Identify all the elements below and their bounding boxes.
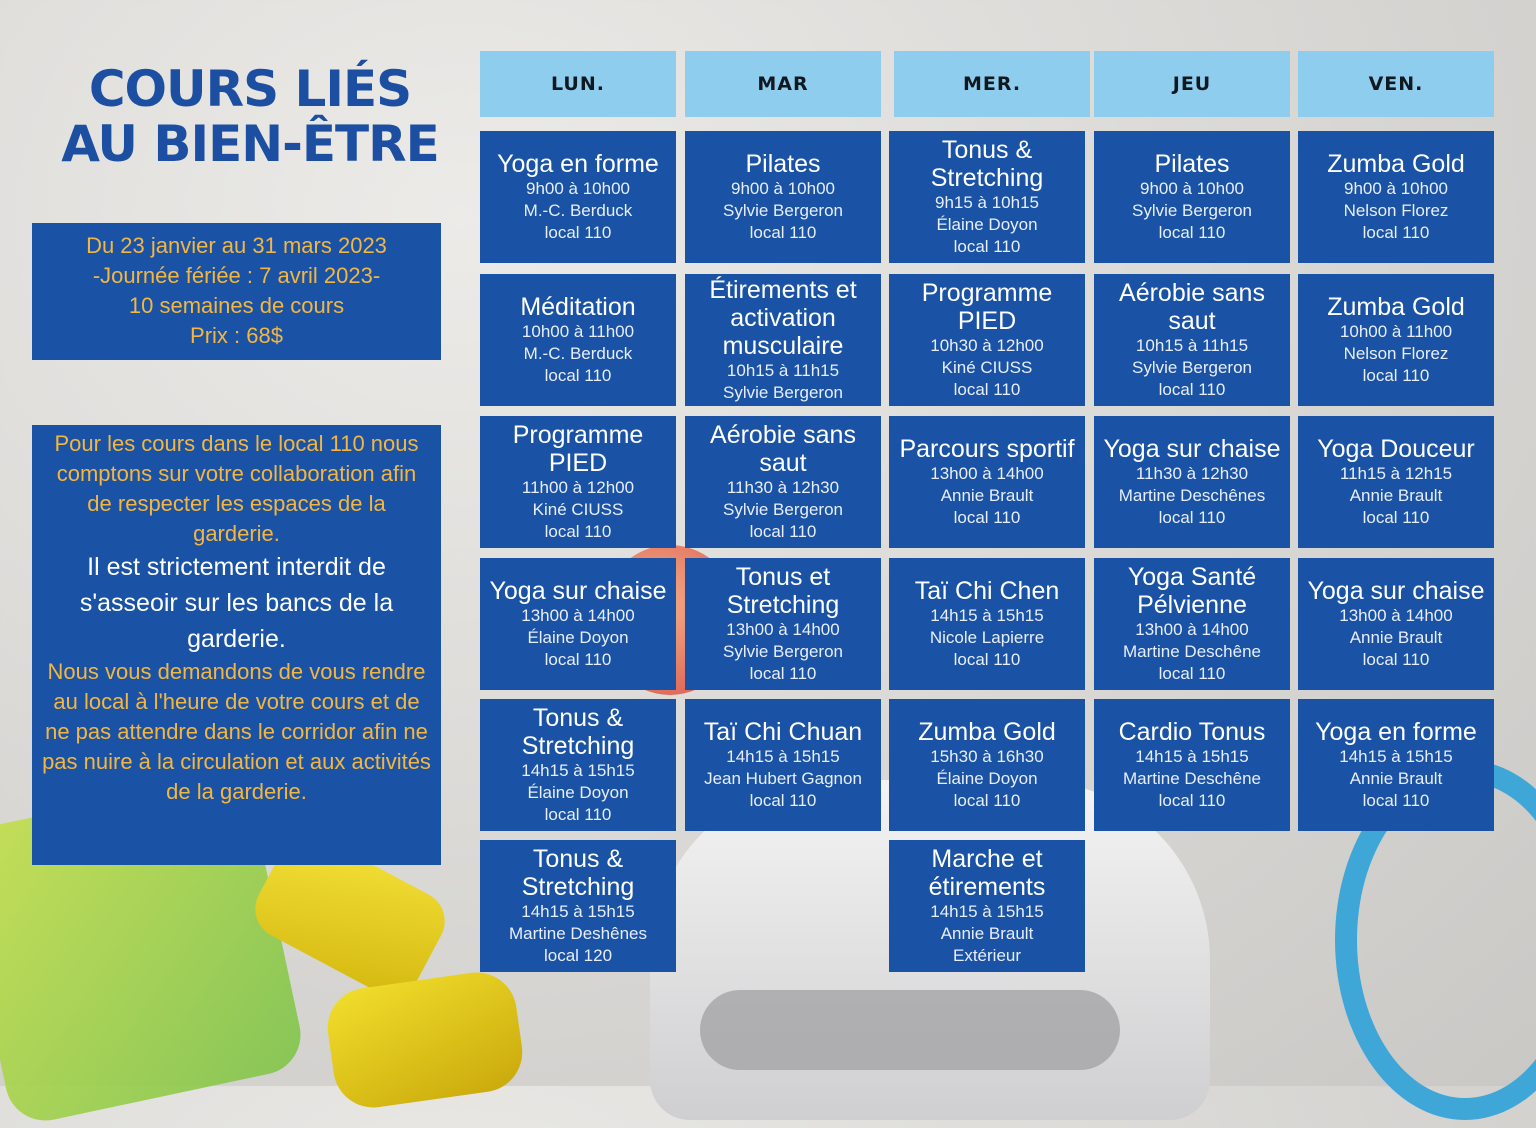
class-time: 9h00 à 10h00 xyxy=(1140,179,1244,198)
class-name: Méditation xyxy=(520,293,636,321)
class-cell xyxy=(889,274,1085,406)
title-line-2: AU BIEN-ÊTRE xyxy=(61,115,439,173)
price: Prix : 68$ xyxy=(190,323,283,348)
class-room: local 120 xyxy=(543,946,613,965)
class-cell xyxy=(1298,131,1494,263)
class-teacher: Élaine Doyon xyxy=(936,215,1038,234)
class-teacher: Sylvie Bergeron xyxy=(722,500,843,519)
class-name: Aérobie sans saut xyxy=(710,421,856,477)
class-time: 13h00 à 14h00 xyxy=(521,606,635,625)
class-time: 10h00 à 11h00 xyxy=(521,322,635,341)
class-cell xyxy=(889,416,1085,548)
class-cell xyxy=(1094,131,1290,263)
class-time: 10h15 à 11h15 xyxy=(726,361,840,380)
class-room: local 110 xyxy=(1158,791,1226,810)
class-name: Tonus & Stretching xyxy=(930,136,1044,192)
day-header-lun: LUN. xyxy=(480,51,676,117)
class-cell xyxy=(480,558,676,690)
sneakers-shadow xyxy=(700,990,1120,1070)
class-time: 9h00 à 10h00 xyxy=(526,179,630,198)
class-room: local 110 xyxy=(749,522,817,541)
class-room: local 110 xyxy=(544,366,612,385)
class-time: 14h15 à 15h15 xyxy=(1339,747,1453,766)
class-cell xyxy=(480,131,676,263)
class-teacher: M.-C. Berduck xyxy=(523,344,633,363)
note-paragraph-2: Il est strictement interdit de s'asseoir sur les bancs de la garderie. xyxy=(79,553,394,653)
class-name: Marche et étirements xyxy=(928,845,1046,901)
class-teacher: Sylvie Bergeron xyxy=(1131,201,1252,220)
class-teacher: Jean Hubert Gagnon xyxy=(704,769,862,788)
class-name: Taï Chi Chen xyxy=(914,577,1060,605)
class-time: 10h15 à 11h15 xyxy=(1135,336,1249,355)
class-name: Pilates xyxy=(1154,150,1230,178)
class-time: 14h15 à 15h15 xyxy=(1135,747,1249,766)
class-time: 9h00 à 10h00 xyxy=(1344,179,1448,198)
class-cell xyxy=(889,131,1085,263)
class-room: local 110 xyxy=(1158,223,1226,242)
class-name: Zumba Gold xyxy=(1327,293,1465,321)
day-header-ven: VEN. xyxy=(1298,51,1494,117)
note-paragraph-1: Pour les cours dans le local 110 nous comptons sur votre collaboration afin de respecter les espaces de la garderie. xyxy=(54,431,419,546)
class-room: local 110 xyxy=(953,650,1021,669)
holiday-note: -Journée fériée : 7 avril 2023- xyxy=(92,263,381,288)
class-room: local 110 xyxy=(953,380,1021,399)
class-cell xyxy=(480,840,676,972)
dumbbell-image-2 xyxy=(323,967,528,1112)
class-teacher: Annie Brault xyxy=(940,924,1034,943)
class-time: 14h15 à 15h15 xyxy=(521,902,635,921)
class-cell xyxy=(1094,699,1290,831)
session-info-box xyxy=(32,223,441,360)
class-room: local 110 xyxy=(953,237,1021,256)
class-room: local 110 xyxy=(953,508,1021,527)
class-room: local 110 xyxy=(544,223,612,242)
class-teacher: Annie Brault xyxy=(1349,769,1443,788)
class-cell xyxy=(685,131,881,263)
class-time: 9h15 à 10h15 xyxy=(935,193,1039,212)
class-name: Parcours sportif xyxy=(899,435,1075,463)
class-room: local 110 xyxy=(544,650,612,669)
class-room: Extérieur xyxy=(952,946,1022,965)
class-room: local 110 xyxy=(749,223,817,242)
class-time: 11h30 à 12h30 xyxy=(1135,464,1249,483)
day-header-mar: MAR xyxy=(685,51,881,117)
day-header-jeu: JEU xyxy=(1094,51,1290,117)
title-line-1: COURS LIÉS xyxy=(88,60,412,118)
class-time: 14h15 à 15h15 xyxy=(521,761,635,780)
class-time: 10h30 à 12h00 xyxy=(930,336,1044,355)
class-cell xyxy=(1298,699,1494,831)
class-teacher: Annie Brault xyxy=(940,486,1034,505)
class-cell xyxy=(685,274,881,406)
class-name: Yoga sur chaise xyxy=(1307,577,1485,605)
class-teacher: Sylvie Bergeron xyxy=(722,642,843,661)
class-teacher: Annie Brault xyxy=(1349,486,1443,505)
class-time: 10h00 à 11h00 xyxy=(1339,322,1453,341)
class-name: Pilates xyxy=(745,150,821,178)
class-time: 14h15 à 15h15 xyxy=(930,606,1044,625)
note-paragraph-3: Nous vous demandons de vous rendre au local à l'heure de votre cours et de ne pas attendre dans le corridor afin ne pas nuire à la circulation et aux activités de la garderie. xyxy=(42,659,431,804)
class-time: 11h00 à 12h00 xyxy=(521,478,635,497)
class-teacher: M.-C. Berduck xyxy=(523,201,633,220)
class-name: Cardio Tonus xyxy=(1118,718,1266,746)
class-cell xyxy=(889,840,1085,972)
class-name: Yoga en forme xyxy=(1315,718,1477,746)
class-teacher: Nicole Lapierre xyxy=(929,628,1045,647)
class-name: Tonus & Stretching xyxy=(521,704,635,760)
class-room: local 110 xyxy=(1362,366,1430,385)
class-cell xyxy=(480,274,676,406)
class-cell xyxy=(1094,416,1290,548)
class-name: Tonus et Stretching xyxy=(726,563,840,619)
class-time: 13h00 à 14h00 xyxy=(1339,606,1453,625)
class-name: Aérobie sans saut xyxy=(1119,279,1265,335)
class-time: 13h00 à 14h00 xyxy=(726,620,840,639)
class-cell xyxy=(480,416,676,548)
class-teacher: Élaine Doyon xyxy=(527,628,629,647)
class-room: local 110 xyxy=(1158,664,1226,683)
class-cell xyxy=(889,558,1085,690)
class-name: Taï Chi Chuan xyxy=(703,718,863,746)
class-teacher: Martine Deschêne xyxy=(1123,769,1261,788)
class-name: Tonus & Stretching xyxy=(521,845,635,901)
class-name: Yoga Douceur xyxy=(1317,435,1475,463)
class-cell xyxy=(1298,274,1494,406)
class-cell xyxy=(685,416,881,548)
class-name: Programme PIED xyxy=(512,421,644,477)
class-teacher: Élaine Doyon xyxy=(527,783,629,802)
class-room: local 110 xyxy=(1362,223,1430,242)
class-name: Étirements et activation musculaire xyxy=(709,276,857,360)
class-teacher: Martine Deschênes xyxy=(1118,486,1266,505)
class-name: Yoga Santé Pélvienne xyxy=(1127,563,1257,619)
class-cell xyxy=(1298,416,1494,548)
class-cell xyxy=(685,558,881,690)
class-teacher: Nelson Florez xyxy=(1343,344,1449,363)
class-teacher: Martine Deshênes xyxy=(509,924,647,943)
class-teacher: Sylvie Bergeron xyxy=(722,201,843,220)
class-teacher: Martine Deschêne xyxy=(1123,642,1261,661)
class-room: local 110 xyxy=(1362,508,1430,527)
class-time: 11h30 à 12h30 xyxy=(726,478,840,497)
class-cell xyxy=(1094,558,1290,690)
class-teacher: Kiné CIUSS xyxy=(941,358,1033,377)
class-name: Programme PIED xyxy=(921,279,1053,335)
class-name: Yoga sur chaise xyxy=(489,577,667,605)
class-time: 15h30 à 16h30 xyxy=(930,747,1044,766)
class-room: local 110 xyxy=(544,522,612,541)
class-teacher: Nelson Florez xyxy=(1343,201,1449,220)
class-teacher: Kiné CIUSS xyxy=(532,500,624,519)
class-cell xyxy=(1298,558,1494,690)
class-room: local 110 xyxy=(749,791,817,810)
class-cell xyxy=(685,699,881,831)
rules-note-box xyxy=(32,425,441,865)
class-teacher: Sylvie Bergeron xyxy=(722,383,843,402)
class-time: 13h00 à 14h00 xyxy=(1135,620,1249,639)
class-room: local 110 xyxy=(1362,650,1430,669)
class-room: local 110 xyxy=(1158,380,1226,399)
weeks-count: 10 semaines de cours xyxy=(128,293,345,318)
class-time: 14h15 à 15h15 xyxy=(726,747,840,766)
class-time: 9h00 à 10h00 xyxy=(731,179,835,198)
class-name: Zumba Gold xyxy=(1327,150,1465,178)
class-room: local 110 xyxy=(1158,508,1226,527)
class-time: 14h15 à 15h15 xyxy=(930,902,1044,921)
class-name: Yoga sur chaise xyxy=(1103,435,1281,463)
class-room: local 110 xyxy=(749,664,817,683)
class-teacher: Annie Brault xyxy=(1349,628,1443,647)
class-time: 13h00 à 14h00 xyxy=(930,464,1044,483)
page-title xyxy=(30,62,470,172)
session-dates: Du 23 janvier au 31 mars 2023 xyxy=(86,233,387,258)
class-name: Zumba Gold xyxy=(918,718,1056,746)
class-room: local 110 xyxy=(953,791,1021,810)
class-name: Yoga en forme xyxy=(497,150,659,178)
day-header-mer: MER. xyxy=(894,51,1090,117)
class-room: local 110 xyxy=(1362,791,1430,810)
class-room: local 110 xyxy=(544,805,612,824)
class-cell xyxy=(480,699,676,831)
class-cell xyxy=(889,699,1085,831)
class-teacher: Élaine Doyon xyxy=(936,769,1038,788)
class-cell xyxy=(1094,274,1290,406)
class-time: 11h15 à 12h15 xyxy=(1339,464,1453,483)
class-teacher: Sylvie Bergeron xyxy=(1131,358,1252,377)
